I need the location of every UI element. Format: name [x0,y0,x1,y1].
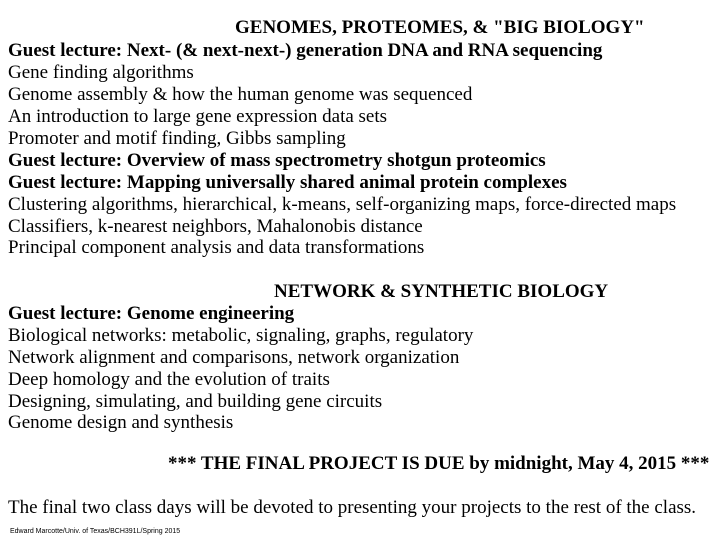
section2-item-1: Guest lecture: Genome engineering [8,303,295,324]
section2-item-4: Deep homology and the evolution of traits [8,369,330,390]
section1-item-7: Guest lecture: Mapping universally shared animal protein complexes [8,172,567,193]
section1-item-1: Guest lecture: Next- (& next-next-) generation DNA and RNA sequencing [8,40,603,61]
footer-credit: Edward Marcotte/Univ. of Texas/BCH391L/Spring 2015 [10,528,181,535]
section1-heading: GENOMES, PROTEOMES, & "BIG BIOLOGY" [235,17,645,38]
section2-item-3: Network alignment and comparisons, network organization [8,347,460,368]
closing-remark: The final two class days will be devoted to presenting your projects to the rest of the class. [8,497,697,518]
section1-item-4: An introduction to large gene expression data sets [8,106,388,127]
final-project-notice: *** THE FINAL PROJECT IS DUE by midnight, May 4, 2015 *** [168,453,710,474]
section1-item-3: Genome assembly & how the human genome was sequenced [8,84,473,105]
section2-item-5: Designing, simulating, and building gene circuits [8,391,383,412]
section2-heading: NETWORK & SYNTHETIC BIOLOGY [274,281,609,302]
section1-item-10: Principal component analysis and data transformations [8,237,425,258]
section1-item-5: Promoter and motif finding, Gibbs sampling [8,128,346,149]
section1-item-9: Classifiers, k-nearest neighbors, Mahalonobis distance [8,216,423,237]
section1-item-2: Gene finding algorithms [8,62,194,83]
section1-item-8: Clustering algorithms, hierarchical, k-means, self-organizing maps, force-directed maps [8,194,677,215]
section1-item-6: Guest lecture: Overview of mass spectrometry shotgun proteomics [8,150,546,171]
section2-item-2: Biological networks: metabolic, signaling, graphs, regulatory [8,325,474,346]
section2-item-6: Genome design and synthesis [8,412,234,433]
